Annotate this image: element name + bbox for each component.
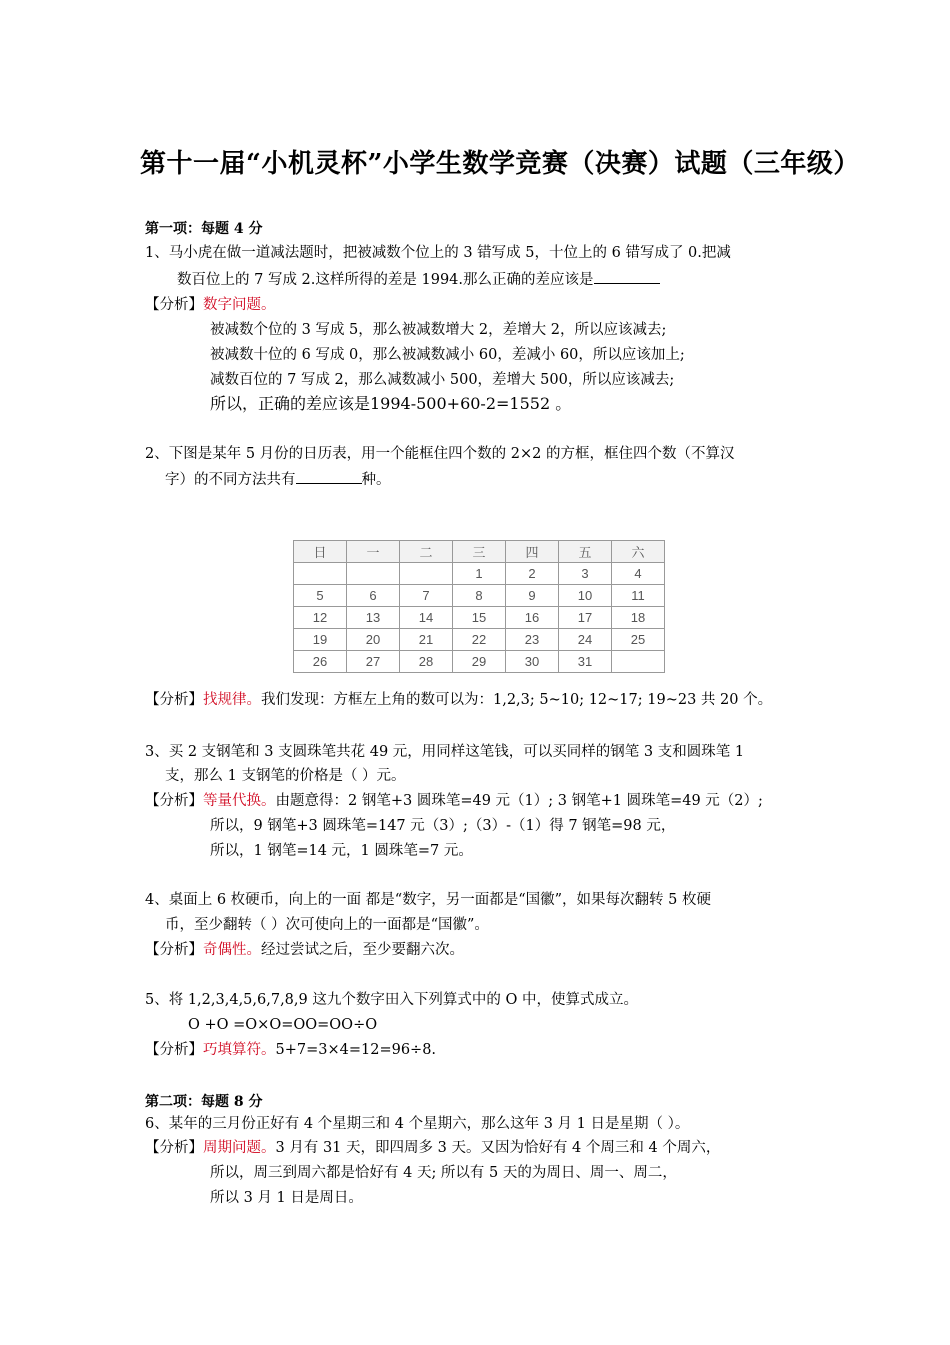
analysis-tag: 【分析】 <box>145 1140 203 1156</box>
question-6-analysis-line-2: 所以，周三到周六都是恰好有 4 天; 所以有 5 天的为周日、周一、周二， <box>210 1165 677 1181</box>
question-4-line-2: 币，至少翻转（ ）次可使向上的一面都是“国徽”。 <box>165 917 489 933</box>
calendar-cell: 23 <box>506 629 559 651</box>
question-1-analysis-line-4: 所以，正确的差应该是1994-500+60-2=1552 。 <box>210 394 572 413</box>
question-1-analysis-line-2: 被减数十位的 6 写成 0，那么被减数减小 60，差减小 60，所以应该加上; <box>210 347 685 363</box>
question-4-analysis <box>145 940 464 960</box>
calendar-cell: 20 <box>347 629 400 651</box>
calendar-header-cell: 日 <box>294 541 347 563</box>
calendar-cell: 1 <box>453 563 506 585</box>
calendar-cell: 4 <box>612 563 665 585</box>
calendar-cell: 15 <box>453 607 506 629</box>
question-2-line-1: 2、下图是某年 5 月份的日历表，用一个能框住四个数的 2×2 的方框，框住四个数（不算汉 <box>145 446 735 462</box>
question-3-line-2: 支，那么 1 支钢笔的价格是（ ）元。 <box>165 768 406 784</box>
analysis-text: 我们发现：方框左上角的数可以为：1,2,3; 5~10; 12~17; 19~23 共 20 个。 <box>261 692 773 708</box>
question-3-analysis-line-2: 所以，9 钢笔+3 圆珠笔=147 元（3）;（3）-（1）得 7 钢笔=98 元， <box>210 818 676 834</box>
question-3-analysis <box>145 791 763 811</box>
calendar-cell: 7 <box>400 585 453 607</box>
section-heading-1: 第一项：每题 4 分 <box>145 221 263 237</box>
question-1-analysis-line-1: 被减数个位的 3 写成 5，那么被减数增大 2，差增大 2，所以应该减去; <box>210 322 667 338</box>
calendar-cell <box>612 651 665 673</box>
calendar-cell <box>294 563 347 585</box>
calendar-cell: 10 <box>559 585 612 607</box>
analysis-tag: 【分析】 <box>145 793 203 809</box>
calendar-cell: 13 <box>347 607 400 629</box>
calendar-cell: 22 <box>453 629 506 651</box>
calendar-cell: 28 <box>400 651 453 673</box>
calendar-cell: 27 <box>347 651 400 673</box>
question-4-line-1: 4、桌面上 6 枚硬币，向上的一面 都是“数字，另一面都是“国徽”，如果每次翻转 5 枚硬 <box>145 892 711 908</box>
calendar-cell: 12 <box>294 607 347 629</box>
calendar-cell: 5 <box>294 585 347 607</box>
calendar-cell: 19 <box>294 629 347 651</box>
calendar-header-cell: 二 <box>400 541 453 563</box>
calendar-header-cell: 三 <box>453 541 506 563</box>
calendar-cell: 31 <box>559 651 612 673</box>
page-title: 第十一届“小机灵杯”小学生数学竞赛（决赛）试题（三年级） <box>140 149 860 179</box>
calendar-row <box>294 607 665 629</box>
question-1-analysis <box>145 295 276 315</box>
analysis-keyword: 数字问题。 <box>203 297 276 313</box>
calendar-cell <box>400 563 453 585</box>
question-6-analysis-line-3: 所以 3 月 1 日是周日。 <box>210 1190 363 1206</box>
question-1-line-2: 数百位上的 7 写成 2.这样所得的差是 1994.那么正确的差应该是 <box>177 269 660 290</box>
question-2-line-2: 字）的不同方法共有 种。 <box>165 469 391 490</box>
calendar-row <box>294 563 665 585</box>
analysis-keyword: 周期问题。 <box>203 1140 276 1156</box>
calendar-header-cell: 四 <box>506 541 559 563</box>
question-1-analysis-line-3: 减数百位的 7 写成 2，那么减数减小 500，差增大 500，所以应该减去; <box>210 372 675 388</box>
analysis-keyword: 等量代换。 <box>203 793 276 809</box>
calendar-cell: 30 <box>506 651 559 673</box>
calendar-cell: 16 <box>506 607 559 629</box>
analysis-keyword: 奇偶性。 <box>203 942 261 958</box>
calendar-cell: 6 <box>347 585 400 607</box>
analysis-tag: 【分析】 <box>145 1042 203 1058</box>
question-3-line-1: 3、买 2 支钢笔和 3 支圆珠笔共花 49 元，用同样这笔钱，可以买同样的钢笔 3 支和圆珠笔 1 <box>145 744 745 760</box>
calendar-header-cell: 一 <box>347 541 400 563</box>
calendar-header-cell: 六 <box>612 541 665 563</box>
analysis-tag: 【分析】 <box>145 297 203 313</box>
question-5-equation: O +O =O×O=OO=OO÷O <box>188 1017 378 1033</box>
question-5-line-1: 5、将 1,2,3,4,5,6,7,8,9 这九个数字田入下列算式中的 O 中，使算式成立。 <box>145 992 638 1008</box>
calendar-cell <box>347 563 400 585</box>
analysis-keyword: 巧填算符。 <box>203 1042 276 1058</box>
analysis-text: 由题意得：2 钢笔+3 圆珠笔=49 元（1）; 3 钢笔+1 圆珠笔=49 元（2）; <box>275 793 763 809</box>
analysis-keyword: 找规律。 <box>203 692 261 708</box>
calendar-row <box>294 585 665 607</box>
question-3-analysis-line-3: 所以，1 钢笔=14 元，1 圆珠笔=7 元。 <box>210 843 473 859</box>
calendar-row <box>294 629 665 651</box>
calendar-header-row <box>294 541 665 563</box>
calendar-cell: 2 <box>506 563 559 585</box>
question-5-analysis <box>145 1040 436 1060</box>
calendar-cell: 8 <box>453 585 506 607</box>
calendar-cell: 24 <box>559 629 612 651</box>
calendar-cell: 21 <box>400 629 453 651</box>
calendar-cell: 3 <box>559 563 612 585</box>
question-6-line-1: 6、某年的三月份正好有 4 个星期三和 4 个星期六，那么这年 3 月 1 日是星期（ ）。 <box>145 1116 690 1132</box>
analysis-text: 经过尝试之后，至少要翻六次。 <box>261 942 464 958</box>
analysis-tag: 【分析】 <box>145 692 203 708</box>
calendar-cell: 14 <box>400 607 453 629</box>
section-heading-2: 第二项：每题 8 分 <box>145 1094 263 1110</box>
calendar-cell: 25 <box>612 629 665 651</box>
analysis-text: 3 月有 31 天，即四周多 3 天。又因为恰好有 4 个周三和 4 个周六， <box>275 1140 721 1156</box>
answer-blank <box>594 269 660 284</box>
calendar-cell: 17 <box>559 607 612 629</box>
answer-blank <box>296 469 362 484</box>
calendar-header-cell: 五 <box>559 541 612 563</box>
analysis-text: 5+7=3×4=12=96÷8. <box>275 1042 437 1058</box>
calendar-cell: 29 <box>453 651 506 673</box>
calendar-cell: 18 <box>612 607 665 629</box>
calendar-row <box>294 651 665 673</box>
question-1-line-1: 1、马小虎在做一道减法题时，把被减数个位上的 3 错写成 5，十位上的 6 错写成了 0.把减 <box>145 245 731 261</box>
calendar-cell: 9 <box>506 585 559 607</box>
analysis-tag: 【分析】 <box>145 942 203 958</box>
calendar-cell: 11 <box>612 585 665 607</box>
question-2-analysis <box>145 690 772 710</box>
question-6-analysis <box>145 1138 720 1158</box>
calendar-cell: 26 <box>294 651 347 673</box>
calendar-table <box>293 540 665 673</box>
